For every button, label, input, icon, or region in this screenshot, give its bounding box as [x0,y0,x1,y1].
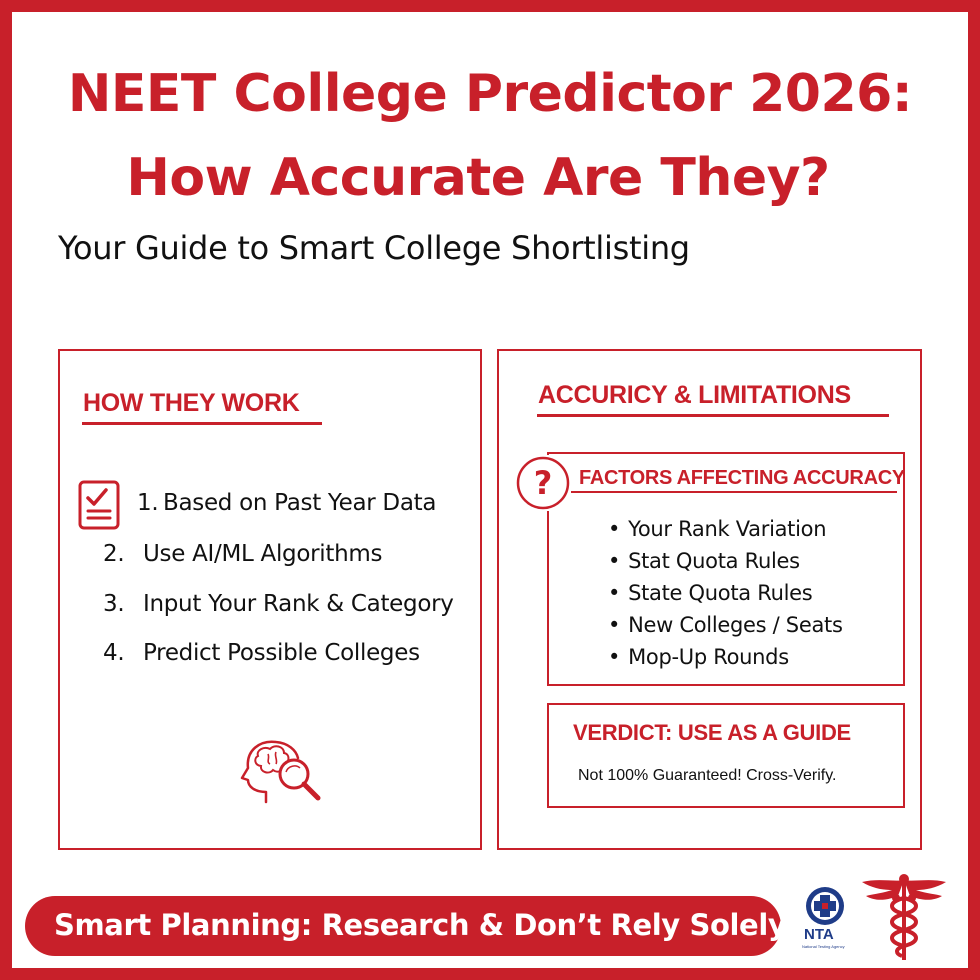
step-text: Based on Past Year Data [163,490,437,516]
step-text: Predict Possible Colleges [143,640,420,666]
step-2 [103,540,382,568]
verdict-card [547,703,905,808]
step-text: Input Your Rank & Category [143,591,454,617]
subtitle: Your Guide to Smart College Shortlisting [58,229,690,267]
factor-item: • Stat Quota Rules [608,548,800,574]
footer-banner-text: Smart Planning: Research & Don’t Rely Solely. [54,908,795,942]
nta-label: NTA [804,926,834,943]
factor-item: • State Quota Rules [608,580,812,606]
step-4 [103,639,420,667]
title-line-1: NEET College Predictor 2026: [67,64,913,124]
step-text: Use AI/ML Algorithms [143,541,383,567]
step-3 [103,590,454,618]
brain-magnifier-icon [226,736,326,806]
step-number: 1. [137,490,159,516]
step-number: 4. [103,640,125,666]
step-number: 3. [103,591,125,617]
factors-underline [571,491,897,493]
verdict-note: Not 100% Guaranteed! Cross-Verify. [578,767,837,784]
step-number: 2. [103,541,125,567]
accuracy-heading: ACCURICY & LIMITATIONS [538,381,851,409]
checklist-document-icon [78,478,122,532]
nta-subtext: National Testing Agency [802,944,845,949]
svg-text:?: ? [533,464,553,502]
how-they-work-heading: HOW THEY WORK [83,389,300,417]
step-1 [137,489,436,517]
heading-underline [82,422,322,425]
question-mark-icon [515,455,571,511]
factors-heading: FACTORS AFFECTING ACCURACY [579,467,905,489]
factor-item: • New Colleges / Seats [608,612,843,638]
caduceus-icon [858,870,950,962]
title-line-2: How Accurate Are They? [126,148,830,208]
heading-underline [537,414,889,417]
factor-item: • Your Rank Variation [608,516,826,542]
verdict-heading: VERDICT: USE AS A GUIDE [573,720,851,745]
factor-item: • Mop-Up Rounds [608,644,789,670]
